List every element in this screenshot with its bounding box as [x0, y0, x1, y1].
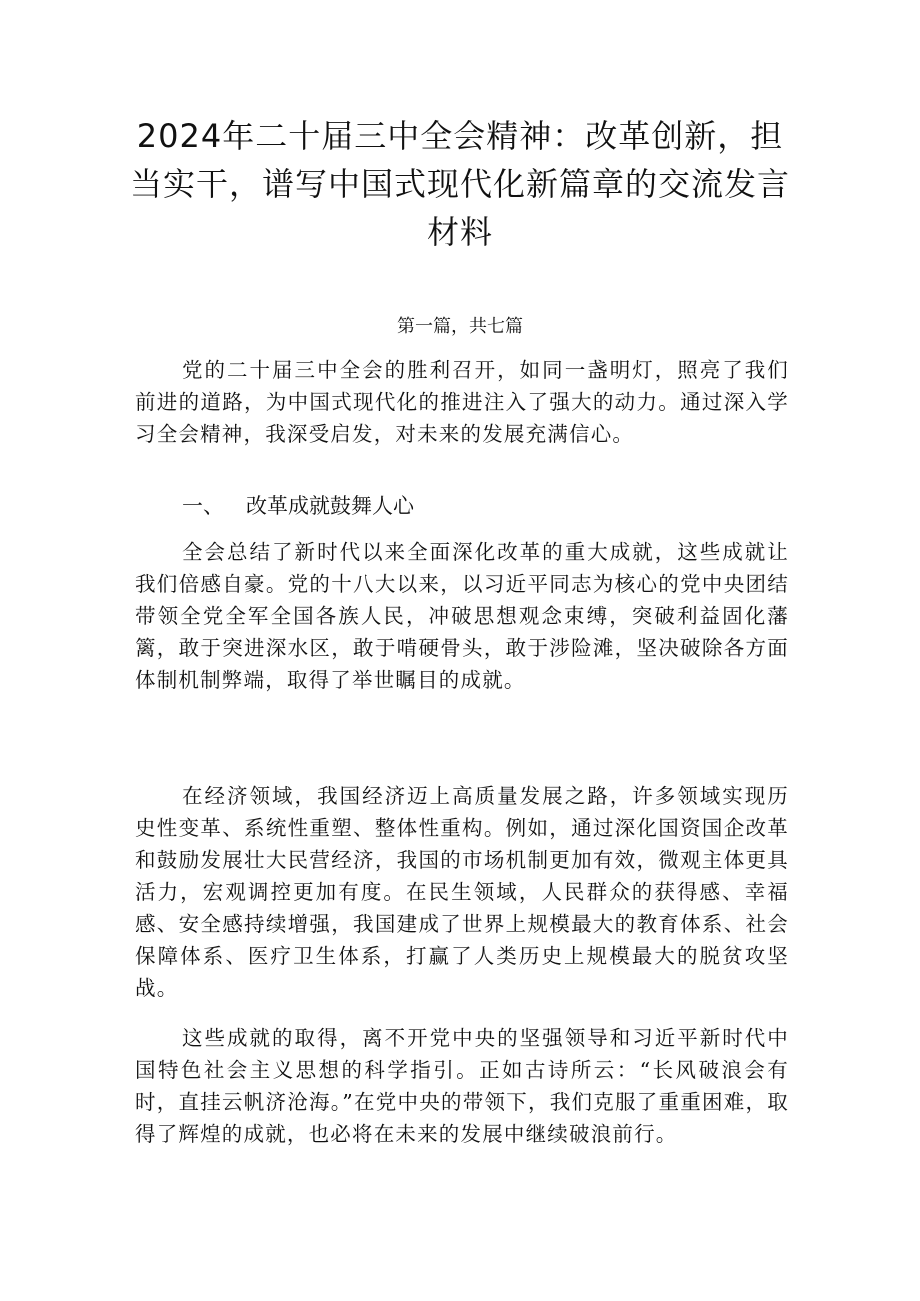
document-title: 2024年二十届三中全会精神：改革创新，担当实干，谱写中国式现代化新篇章的交流发言材料 [130, 117, 791, 251]
section-heading-text: 改革成就鼓舞人心 [246, 494, 414, 518]
body-paragraph: 在经济领域，我国经济迈上高质量发展之路，许多领域实现历史性变革、系统性重塑、整体性重构。例如，通过深化国资国企改革和鼓励发展壮大民营经济，我国的市场机制更加有效，微观主体更具活力，宏观调控更加有度。在民生领域，人民群众的获得感、幸福感、安全感持续增强，我国建成了世界上规模最大的教育体系、社会保障体系、医疗卫生体系，打赢了人类历史上规模最大的脱贫攻坚战。 [135, 784, 789, 1000]
body-paragraph: 全会总结了新时代以来全面深化改革的重大成就，这些成就让我们倍感自豪。党的十八大以来，以习近平同志为核心的党中央团结带领全党全军全国各族人民，冲破思想观念束缚，突破利益固化藩篱，敢于突进深水区，敢于啃硬骨头，敢于涉险滩，坚决破除各方面体制机制弊端，取得了举世瞩目的成就。 [135, 540, 789, 692]
section-heading [182, 490, 414, 522]
body-paragraph: 这些成就的取得，离不开党中央的坚强领导和习近平新时代中国特色社会主义思想的科学指引。正如古诗所云：“长风破浪会有时，直挂云帆济沧海。”在党中央的带领下，我们克服了重重困难，取得了辉煌的成就，也必将在未来的发展中继续破浪前行。 [135, 1026, 789, 1146]
section-number: 一、 [182, 494, 224, 518]
intro-paragraph: 党的二十届三中全会的胜利召开，如同一盏明灯，照亮了我们前进的道路，为中国式现代化的推进注入了强大的动力。通过深入学习全会精神，我深受启发，对未来的发展充满信心。 [135, 358, 789, 446]
document-subtitle: 第一篇，共七篇 [397, 316, 523, 337]
